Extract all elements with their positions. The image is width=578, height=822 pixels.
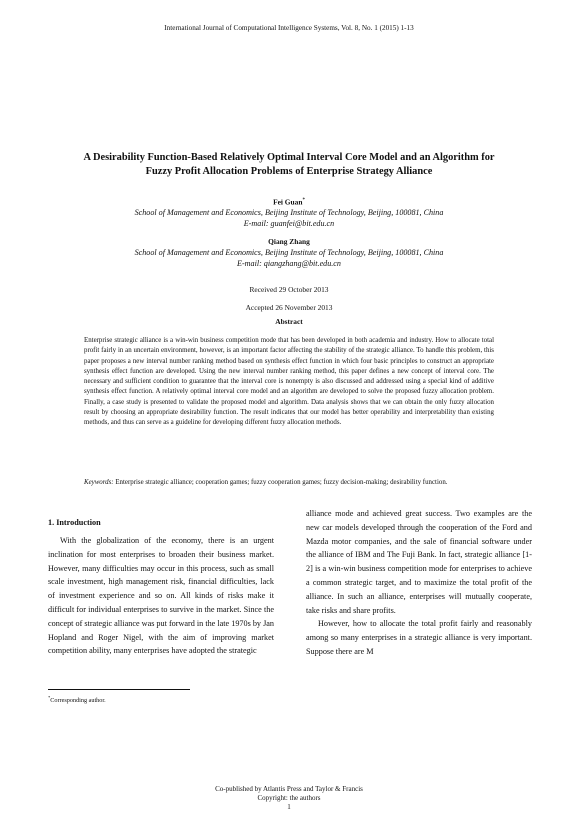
intro-paragraph: However, how to allocate the total profit fairly and reasonably among so many enterprises in a strategic alliance is very important. Suppose there are M [306, 619, 532, 656]
author-name: Qiang Zhang [268, 237, 310, 247]
title-line-1: A Desirability Function-Based Relatively Optimal Interval Core Model and an Algorithm for [83, 152, 495, 163]
abstract-text: Enterprise strategic alliance is a win-win business competition mode that has been developed in both academia and industry. How to allocate total profit fairly in an uncertain environment, however, is an important factor affecting the stability of the strategic alliance. To handle this problem, this paper proposes a new interval number ranking method based on synthesis effect function in which four basic principles to construct an appropriate synthesis effect function are developed. Using the new interval number ranking method, this paper defines a new concept of interval core. The necessary and sufficient condition to guarantee that the interval core is nonempty is also discussed and addressed using a special kind of additive synthesis effect function. A relatively optimal interval core model and an algorithm are developed to solve the proposed fuzzy allocation problem. Finally, a case study is presented to validate the proposed model and algorithm. Data analysis shows that we can obtain the only fuzzy allocation result by choosing an appropriate desirability function. The result indicates that our model has better operability and interpretability than existing methods, and thus can serve as a guideline for developing different fuzzy allocation methods. [84, 337, 494, 427]
keywords [84, 478, 494, 488]
author-affiliation: School of Management and Economics, Beijing Institute of Technology, Beijing, 100081, China [134, 208, 444, 218]
intro-left-column: With the globalization of the economy, there is an urgent inclination for most enterprises to broaden their business market. However, many difficulties may occur in this process, such as small scale investment, high management risk, financial difficulties, lack of investment experience and so on. All kinds of risks make it difficult for individual enterprises to survive in the market. Since the concept of strategic alliance was put forward in the late 1970s by Jan Hopland and Roger Nigel, with the aim of improving market competition ability, many enterprises have adopted the strategic [48, 536, 274, 656]
paper-title [40, 151, 538, 179]
intro-right-column [306, 507, 532, 659]
footnote [48, 695, 106, 704]
footer-copyright: Copyright: the authors [257, 794, 321, 802]
accepted-date: Accepted 26 November 2013 [245, 303, 333, 312]
keywords-label: Keywords: [84, 479, 114, 486]
author-affiliation: School of Management and Economics, Beijing Institute of Technology, Beijing, 100081, China [134, 248, 444, 258]
keywords-text: Enterprise strategic alliance; cooperation games; fuzzy cooperation games; fuzzy decision-making; desirability function. [113, 479, 448, 486]
author-block [40, 195, 538, 269]
footnote-mark: * [48, 695, 51, 700]
abstract-heading: Abstract [275, 317, 303, 326]
section-heading: 1. Introduction [48, 518, 101, 527]
author-email: E-mail: guanfei@bit.edu.cn [243, 219, 335, 229]
title-line-2: Fuzzy Profit Allocation Problems of Enterprise Strategy Alliance [145, 166, 433, 177]
received-date: Received 29 October 2013 [249, 285, 329, 294]
intro-paragraph: alliance mode and achieved great success. Two examples are the new car models developed through the cooperation of the Ford and Mazda motor companies, and the sale of financial software under the alliance of IBM and The Fuji Bank. In fact, strategic alliance [1-2] is a win-win business competition mode for enterprises to achieve a common strategic target, and to maximize the total profit of the alliance. In such an alliance, enterprises will mutually cooperate, take risks and share profits. [306, 509, 532, 615]
author-name: Fei Guan* [273, 197, 305, 207]
page-footer [0, 785, 578, 812]
author-email: E-mail: qiangzhang@bit.edu.cn [237, 259, 341, 269]
page-number: 1 [287, 803, 291, 811]
dates-block [40, 281, 538, 317]
footer-publisher: Co-published by Atlantis Press and Taylor & Francis [215, 785, 363, 793]
running-head: International Journal of Computational Intelligence Systems, Vol. 8, No. 1 (2015) 1-13 [164, 24, 414, 32]
footnote-rule [48, 689, 190, 690]
footnote-text: Corresponding author. [50, 697, 106, 705]
author-mark: * [302, 198, 305, 203]
